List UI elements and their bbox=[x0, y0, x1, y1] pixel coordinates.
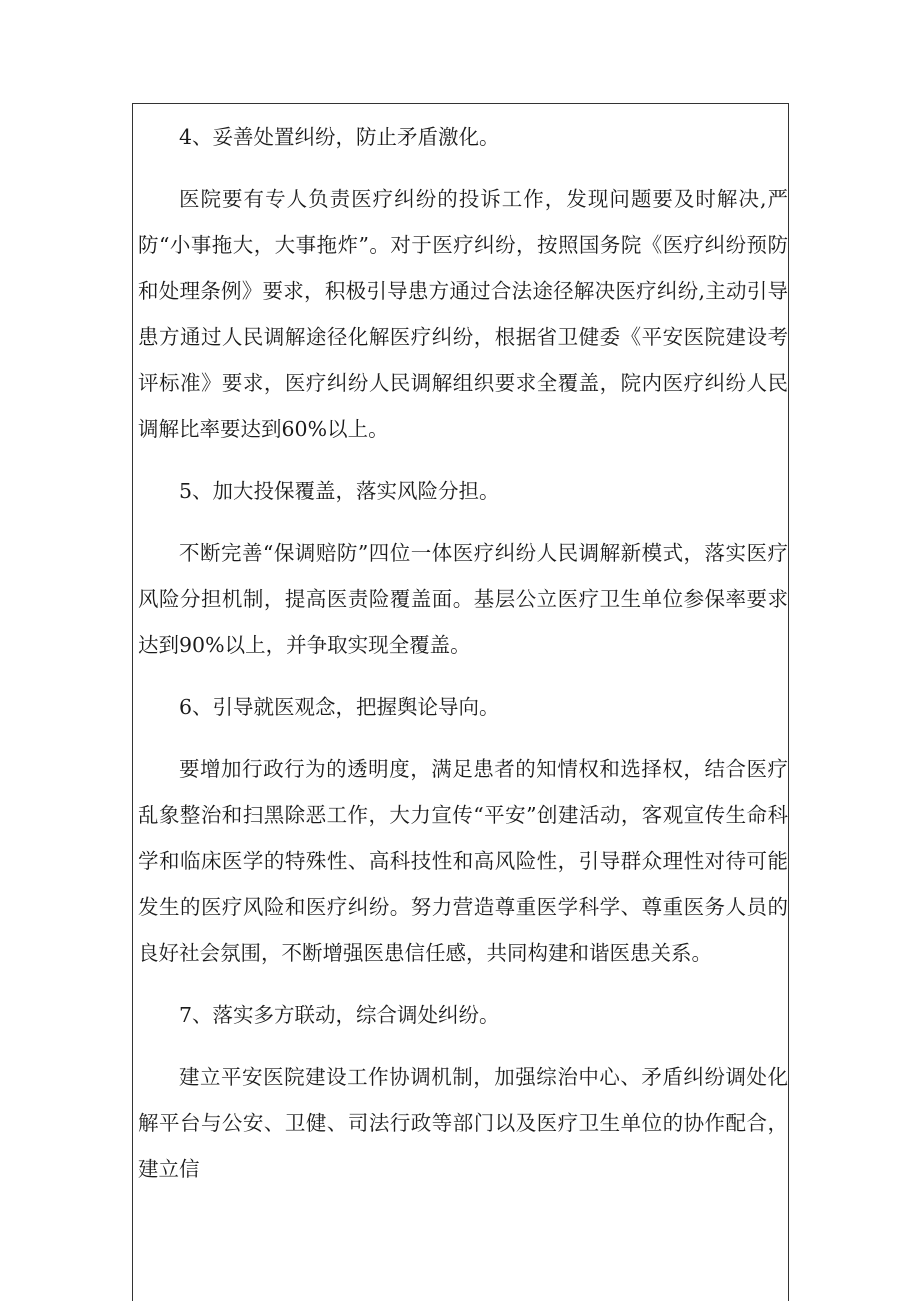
section-heading-4: 4、妥善处置纠纷，防止矛盾激化。 bbox=[179, 125, 500, 149]
section-heading-5: 5、加大投保覆盖，落实风险分担。 bbox=[179, 479, 500, 503]
section-body-5: 不断完善“保调赔防”四位一体医疗纠纷人民调解新模式，落实医疗风险分担机制，提高医责险覆盖面。基层公立医疗卫生单位参保率要求达到90%以上，并争取实现全覆盖。 bbox=[138, 541, 788, 657]
document-body bbox=[138, 114, 788, 1208]
section-body-4: 医院要有专人负责医疗纠纷的投诉工作，发现问题要及时解决,严防“小事拖大，大事拖炸”。对于医疗纠纷，按照国务院《医疗纠纷预防和处理条例》要求，积极引导患方通过合法途径解决医疗纠纷,主动引导患方通过人民调解途径化解医疗纠纷，根据省卫健委《平安医院建设考评标准》要求，医疗纠纷人民调解组织要求全覆盖，院内医疗纠纷人民调解比率要达到60%以上。 bbox=[138, 187, 788, 441]
section-heading-7: 7、落实多方联动，综合调处纠纷。 bbox=[179, 1003, 500, 1027]
section-heading-6: 6、引导就医观念，把握舆论导向。 bbox=[179, 695, 500, 719]
section-body-6: 要增加行政行为的透明度，满足患者的知情权和选择权，结合医疗乱象整治和扫黑除恶工作，大力宣传“平安”创建活动，客观宣传生命科学和临床医学的特殊性、高科技性和高风险性，引导群众理性对待可能发生的医疗风险和医疗纠纷。努力营造尊重医学科学、尊重医务人员的良好社会氛围，不断增强医患信任感，共同构建和谐医患关系。 bbox=[138, 757, 788, 965]
section-body-7: 建立平安医院建设工作协调机制，加强综治中心、矛盾纠纷调处化解平台与公安、卫健、司法行政等部门以及医疗卫生单位的协作配合，建立信 bbox=[138, 1065, 788, 1181]
